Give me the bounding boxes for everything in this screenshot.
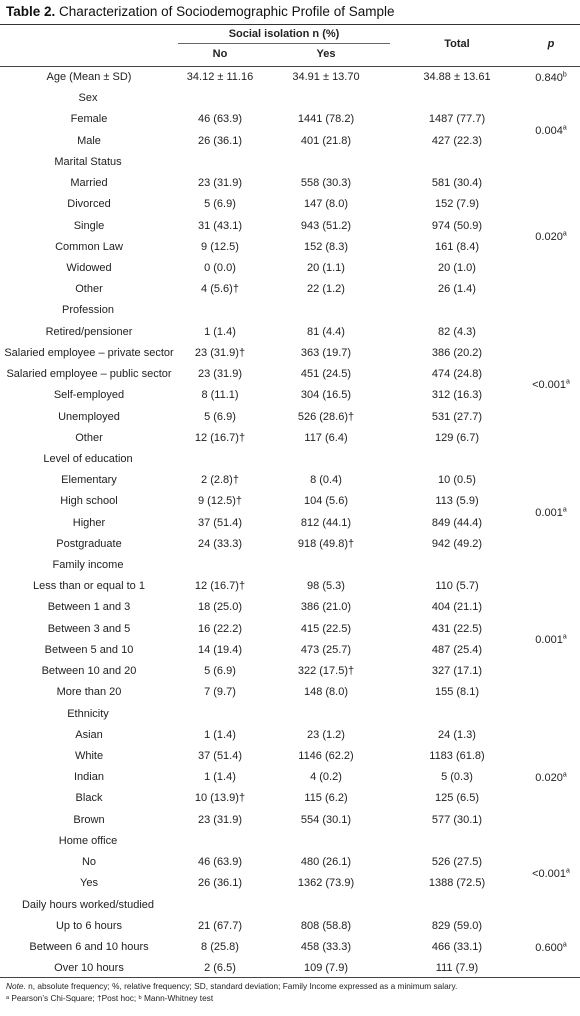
p-value (522, 867, 580, 881)
cell-no: 1 (1.4) (204, 325, 236, 338)
cell-yes: 386 (21.0) (300, 601, 352, 614)
table-row (0, 67, 580, 88)
cell-yes: 8 (0.4) (310, 474, 342, 487)
cell-total: 327 (17.1) (431, 665, 483, 678)
section-row (0, 88, 580, 109)
cell-no: 5 (6.9) (204, 198, 236, 211)
cell-label: Self-employed (53, 389, 125, 402)
cell-yes: 304 (16.5) (300, 389, 352, 402)
cell-label: Brown (73, 813, 105, 826)
cell-no: 46 (63.9) (197, 113, 243, 126)
table-row (0, 364, 580, 385)
cell-no: 23 (31.9)† (194, 346, 246, 359)
cell-label: Less than or equal to 1 (33, 580, 145, 593)
table-row (0, 788, 580, 809)
cell-label: Daily hours worked/studied (21, 898, 155, 911)
table-row (0, 576, 580, 597)
note-line-2: ᵃ Pearson’s Chi-Square; †Post hoc; ᵇ Mann-Whitney test (6, 993, 214, 1003)
cell-total: 110 (5.7) (435, 580, 479, 593)
cell-label: Yes (80, 877, 98, 890)
table-caption: Characterization of Sociodemographic Profile of Sample (59, 4, 395, 19)
cell-total: 20 (1.0) (438, 261, 476, 274)
cell-label: Asian (75, 728, 103, 741)
cell-total: 82 (4.3) (438, 325, 476, 338)
p-value-test-mark: a (562, 230, 567, 238)
cell-total: 312 (16.3) (431, 389, 483, 402)
p-value-test-mark: a (562, 124, 567, 132)
cell-no: 5 (6.9) (204, 665, 236, 678)
cell-no: 37 (51.4) (197, 750, 243, 762)
cell-label: Female (70, 113, 108, 126)
p-value (522, 71, 580, 85)
cell-no: 24 (33.3) (197, 537, 243, 550)
cell-no: 26 (36.1) (197, 134, 243, 147)
p-value-number: 0.600 (535, 942, 563, 955)
header-yes: Yes (316, 48, 336, 60)
cell-label: Between 10 and 20 (41, 665, 137, 678)
cell-label: Between 5 and 10 (44, 643, 134, 656)
cell-yes: 23 (1.2) (307, 728, 345, 741)
p-value-number: 0.020 (535, 230, 563, 243)
cell-label: Elementary (61, 474, 117, 487)
cell-label: Over 10 hours (54, 962, 124, 975)
cell-total: 129 (6.7) (434, 431, 480, 444)
p-value-number: 0.020 (535, 772, 563, 785)
table-number: Table 2. (6, 4, 56, 19)
cell-total: 161 (8.4) (434, 240, 480, 253)
header-no: No (212, 48, 228, 60)
cell-total: 404 (21.1) (431, 601, 483, 614)
cell-yes: 918 (49.8)† (297, 537, 355, 550)
cell-total: 577 (30.1) (431, 813, 483, 826)
cell-total: 152 (7.9) (434, 198, 480, 211)
cell-label: Between 6 and 10 hours (29, 940, 149, 953)
table-row (0, 491, 580, 512)
cell-no: 0 (0.0) (204, 261, 236, 274)
header-p: p (547, 38, 555, 50)
table-row (0, 767, 580, 788)
cell-yes: 1362 (73.9) (297, 877, 355, 890)
cell-no: 23 (31.9) (197, 368, 243, 381)
cell-total: 125 (6.5) (434, 792, 480, 805)
cell-total: 5 (0.3) (441, 771, 473, 784)
cell-no: 46 (63.9) (197, 856, 243, 869)
cell-label: Postgraduate (56, 537, 122, 550)
cell-total: 111 (7.9) (435, 962, 479, 975)
cell-yes: 812 (44.1) (300, 516, 352, 529)
cell-label: Single (73, 219, 105, 232)
cell-no: 31 (43.1) (197, 219, 243, 232)
table-row (0, 682, 580, 703)
p-value-number: 0.004 (535, 124, 563, 137)
cell-yes: 98 (5.3) (307, 580, 345, 593)
cell-no: 1 (1.4) (204, 771, 236, 784)
p-value-number: <0.001 (532, 867, 567, 880)
cell-label: Unemployed (58, 410, 120, 423)
p-value-test-mark: a (562, 633, 567, 641)
note-prefix: Note (6, 981, 24, 991)
table-title (6, 4, 576, 20)
table-row (0, 852, 580, 873)
p-value (522, 633, 580, 647)
table-row (0, 470, 580, 491)
p-value-number: 0.001 (535, 506, 563, 519)
cell-total: 34.88 ± 13.61 (423, 71, 491, 83)
p-value (522, 124, 580, 138)
p-value (522, 378, 580, 392)
cell-no: 2 (2.8)† (201, 474, 239, 487)
cell-label: Profession (62, 304, 114, 317)
cell-label: Married (70, 177, 108, 190)
cell-yes: 558 (30.3) (300, 177, 352, 190)
cell-total: 474 (24.8) (431, 368, 483, 381)
cell-yes: 401 (21.8) (300, 134, 352, 147)
cell-label: Sex (78, 92, 98, 105)
cell-total: 581 (30.4) (431, 177, 483, 190)
cell-total: 1183 (61.8) (429, 750, 485, 762)
section-row (0, 300, 580, 321)
header-social-isolation: Social isolation n (%) (228, 28, 340, 40)
cell-yes: 1146 (62.2) (298, 750, 354, 762)
cell-no: 9 (12.5)† (197, 495, 243, 508)
table-row (0, 237, 580, 258)
cell-no: 9 (12.5) (201, 240, 239, 253)
table-row (0, 173, 580, 194)
cell-yes: 109 (7.9) (303, 962, 349, 975)
p-value-test-mark: a (562, 771, 567, 779)
section-row (0, 152, 580, 173)
p-value-test-mark: a (562, 506, 567, 514)
cell-yes: 808 (58.8) (300, 919, 352, 932)
table-row (0, 597, 580, 618)
cell-label: Between 1 and 3 (47, 601, 131, 614)
cell-label: Common Law (55, 240, 123, 253)
cell-label: High school (60, 495, 118, 508)
cell-yes: 117 (6.4) (304, 431, 348, 444)
cell-label: Age (Mean ± SD) (46, 71, 132, 83)
cell-yes: 943 (51.2) (300, 219, 352, 232)
table-row (0, 194, 580, 215)
table-row (0, 279, 580, 300)
cell-label: Retired/pensioner (45, 325, 133, 338)
cell-total: 526 (27.5) (431, 856, 483, 869)
table-row (0, 343, 580, 364)
table-row (0, 131, 580, 152)
table-row (0, 216, 580, 237)
cell-label: Up to 6 hours (55, 919, 123, 932)
section-row (0, 895, 580, 916)
cell-label: Divorced (67, 198, 111, 211)
header-group-line (178, 43, 390, 44)
cell-total: 942 (49.2) (431, 537, 483, 550)
p-value (522, 506, 580, 520)
cell-label: Home office (58, 834, 118, 847)
cell-total: 466 (33.1) (431, 940, 483, 953)
table-row (0, 640, 580, 661)
cell-no: 37 (51.4) (197, 516, 243, 529)
table-row (0, 513, 580, 534)
cell-label: Marital Status (54, 155, 122, 168)
cell-label: Other (75, 431, 103, 444)
cell-label: Level of education (43, 452, 133, 465)
cell-no: 4 (5.6)† (201, 283, 239, 296)
p-value-number: 0.001 (535, 634, 563, 647)
p-value-test-mark: a (566, 867, 570, 875)
cell-yes: 148 (8.0) (303, 686, 349, 699)
cell-no: 18 (25.0) (197, 601, 243, 614)
cell-no: 8 (25.8) (201, 940, 239, 953)
top-rule (0, 24, 580, 25)
cell-no: 2 (6.5) (204, 962, 236, 975)
cell-yes: 415 (22.5) (300, 622, 352, 635)
cell-label: White (74, 750, 104, 762)
cell-no: 8 (11.1) (201, 389, 239, 402)
cell-label: Widowed (66, 261, 112, 274)
table-row (0, 725, 580, 746)
cell-total: 386 (20.2) (431, 346, 483, 359)
section-row (0, 831, 580, 852)
cell-label: More than 20 (56, 686, 122, 699)
cell-yes: 4 (0.2) (310, 771, 342, 784)
cell-no: 16 (22.2) (197, 622, 243, 635)
cell-yes: 147 (8.0) (303, 198, 349, 211)
cell-yes: 554 (30.1) (300, 813, 352, 826)
cell-total: 531 (27.7) (431, 410, 483, 423)
cell-no: 34.12 ± 11.16 (186, 71, 254, 83)
cell-total: 1388 (72.5) (428, 877, 486, 890)
cell-yes: 1441 (78.2) (297, 113, 355, 126)
cell-label: Salaried employee – public sector (6, 368, 172, 381)
cell-yes: 458 (33.3) (300, 940, 352, 953)
section-row (0, 704, 580, 725)
cell-label: Other (75, 283, 103, 296)
table-row (0, 258, 580, 279)
table-notes (6, 980, 578, 1004)
note-line-1 (6, 980, 578, 992)
cell-no: 10 (13.9)† (194, 792, 246, 805)
table-row (0, 534, 580, 555)
bottom-rule (0, 977, 580, 978)
table-row (0, 746, 580, 767)
cell-no: 21 (67.7) (197, 919, 243, 932)
cell-total: 10 (0.5) (438, 474, 476, 487)
cell-no: 12 (16.7)† (194, 580, 246, 593)
cell-total: 427 (22.3) (431, 134, 483, 147)
p-value (522, 941, 580, 955)
cell-yes: 526 (28.6)† (297, 410, 355, 423)
cell-label: Family income (52, 559, 124, 572)
cell-yes: 152 (8.3) (303, 240, 349, 253)
cell-label: Higher (72, 516, 106, 529)
cell-label: Ethnicity (67, 707, 109, 720)
p-value (522, 230, 580, 244)
table-row (0, 385, 580, 406)
cell-total: 113 (5.9) (435, 495, 479, 508)
cell-yes: 104 (5.6) (303, 495, 349, 508)
cell-yes: 81 (4.4) (307, 325, 345, 338)
table-row (0, 322, 580, 343)
table-row (0, 810, 580, 831)
cell-no: 5 (6.9) (204, 410, 236, 423)
p-value-test-mark: a (566, 378, 570, 386)
cell-yes: 34.91 ± 13.70 (292, 71, 360, 83)
cell-no: 23 (31.9) (197, 177, 243, 190)
cell-no: 7 (9.7) (204, 686, 236, 699)
note-abbreviations: . n, absolute frequency; %, relative frequency; SD, standard deviation; Family Income expressed as a minimum salary. (23, 981, 458, 991)
cell-yes: 363 (19.7) (300, 346, 352, 359)
cell-no: 1 (1.4) (204, 728, 236, 741)
table-row (0, 109, 580, 130)
table-row (0, 873, 580, 894)
cell-label: Salaried employee – private sector (4, 346, 174, 359)
cell-no: 26 (36.1) (197, 877, 243, 890)
table-row (0, 916, 580, 937)
cell-label: Black (75, 792, 103, 805)
cell-total: 24 (1.3) (438, 728, 476, 741)
cell-label: Between 3 and 5 (47, 622, 131, 635)
table-body (0, 67, 580, 979)
section-row (0, 555, 580, 576)
cell-label: No (81, 856, 97, 869)
cell-no: 12 (16.7)† (194, 431, 246, 444)
p-value-test-mark: b (562, 70, 567, 78)
header-total: Total (444, 38, 470, 50)
p-value-number: <0.001 (532, 379, 567, 392)
section-row (0, 449, 580, 470)
cell-total: 431 (22.5) (431, 622, 483, 635)
cell-total: 155 (8.1) (434, 686, 480, 699)
cell-yes: 115 (6.2) (304, 792, 348, 805)
table-row (0, 428, 580, 449)
cell-total: 1487 (77.7) (428, 113, 486, 126)
table-row (0, 937, 580, 958)
cell-label: Male (77, 134, 101, 147)
cell-yes: 20 (1.1) (307, 261, 345, 274)
cell-label: Indian (74, 771, 104, 784)
cell-total: 974 (50.9) (431, 219, 483, 232)
p-value-number: 0.840 (535, 71, 563, 84)
cell-total: 487 (25.4) (431, 643, 483, 656)
cell-yes: 480 (26.1) (300, 856, 352, 869)
cell-yes: 22 (1.2) (307, 283, 345, 296)
table-row (0, 619, 580, 640)
p-value-test-mark: a (562, 941, 567, 949)
cell-total: 829 (59.0) (431, 919, 483, 932)
cell-yes: 322 (17.5)† (297, 665, 355, 678)
table-row (0, 661, 580, 682)
cell-no: 14 (19.4) (197, 643, 243, 656)
cell-no: 23 (31.9) (197, 813, 243, 826)
cell-yes: 451 (24.5) (300, 368, 352, 381)
cell-yes: 473 (25.7) (300, 643, 352, 656)
cell-total: 26 (1.4) (438, 283, 476, 296)
p-value (522, 771, 580, 785)
table-row (0, 407, 580, 428)
cell-total: 849 (44.4) (431, 516, 483, 529)
